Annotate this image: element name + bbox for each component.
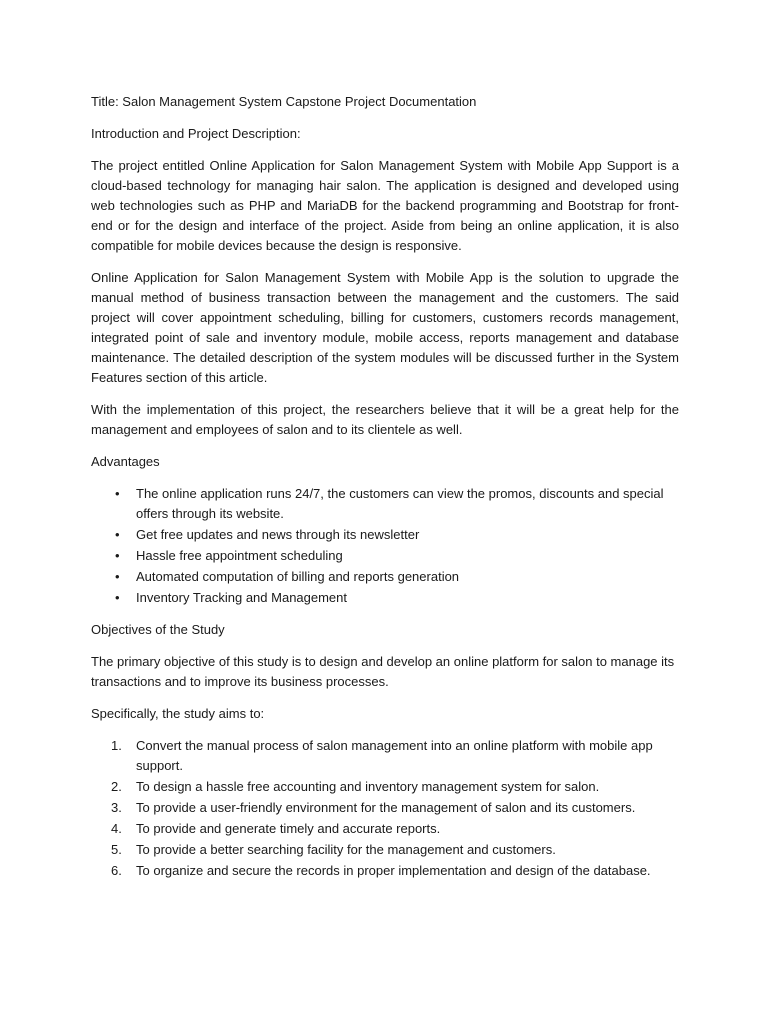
objectives-list: [91, 736, 679, 881]
list-item: [91, 525, 679, 545]
list-item-text: Hassle free appointment scheduling: [136, 548, 343, 563]
bullet-icon: •: [115, 590, 120, 605]
list-item-text: Automated computation of billing and reports generation: [136, 569, 460, 584]
list-number: 3.: [111, 800, 122, 815]
list-item: [91, 777, 679, 797]
objectives-intro: The primary objective of this study is to design and develop an online platform for salon to manage its transactions and to improve its business processes.: [91, 654, 675, 689]
list-item-text: To provide and generate timely and accurate reports.: [136, 821, 441, 836]
advantages-heading: Advantages: [91, 454, 160, 469]
list-number: 6.: [111, 863, 122, 878]
list-item: [91, 567, 679, 587]
bullet-icon: •: [115, 527, 120, 542]
list-item: [91, 861, 679, 881]
paragraph-solution: Online Application for Salon Management System with Mobile App is the solution to upgrade the manual method of business transaction between the management and the customers. The said project will cover appointment scheduling, billing for customers, customers records management, integrated point of sale and inventory module, mobile access, reports management and database maintenance. The detailed description of the system modules will be discussed further in the System Features section of this article.: [91, 270, 679, 385]
list-item-text: Get free updates and news through its newsletter: [136, 527, 420, 542]
list-item: [91, 588, 679, 608]
list-number: 5.: [111, 842, 122, 857]
list-item-text: To provide a better searching facility for the management and customers.: [136, 842, 556, 857]
list-item-text: To organize and secure the records in proper implementation and design of the database.: [136, 863, 651, 878]
list-item-text: Convert the manual process of salon management into an online platform with mobile app support.: [136, 738, 653, 773]
list-item: [91, 798, 679, 818]
document-page: [91, 92, 679, 882]
list-number: 1.: [111, 738, 122, 753]
advantages-list: [91, 484, 679, 608]
list-item-text: To provide a user-friendly environment for the management of salon and its customers.: [136, 800, 636, 815]
list-item: [91, 484, 679, 524]
specific-intro: Specifically, the study aims to:: [91, 706, 265, 721]
list-item: [91, 819, 679, 839]
bullet-icon: •: [115, 486, 120, 501]
list-item: [91, 736, 679, 776]
list-number: 4.: [111, 821, 122, 836]
objectives-heading: Objectives of the Study: [91, 622, 225, 637]
bullet-icon: •: [115, 569, 120, 584]
list-item-text: To design a hassle free accounting and inventory management system for salon.: [136, 779, 600, 794]
list-number: 2.: [111, 779, 122, 794]
list-item-text: Inventory Tracking and Management: [136, 590, 348, 605]
list-item: [91, 840, 679, 860]
list-item-text: The online application runs 24/7, the customers can view the promos, discounts and special offers through its website.: [136, 486, 664, 521]
paragraph-implementation: With the implementation of this project, the researchers believe that it will be a great help for the management and employees of salon and to its clientele as well.: [91, 402, 679, 437]
bullet-icon: •: [115, 548, 120, 563]
document-title: Title: Salon Management System Capstone Project Documentation: [91, 94, 477, 109]
intro-heading: Introduction and Project Description:: [91, 126, 301, 141]
list-item: [91, 546, 679, 566]
paragraph-intro: The project entitled Online Application for Salon Management System with Mobile App Support is a cloud-based technology for managing hair salon. The application is designed and developed using web technologies such as PHP and MariaDB for the backend programming and Bootstrap for front-end or for the design and interface of the project. Aside from being an online application, it is also compatible for mobile devices because the design is responsive.: [91, 158, 679, 253]
